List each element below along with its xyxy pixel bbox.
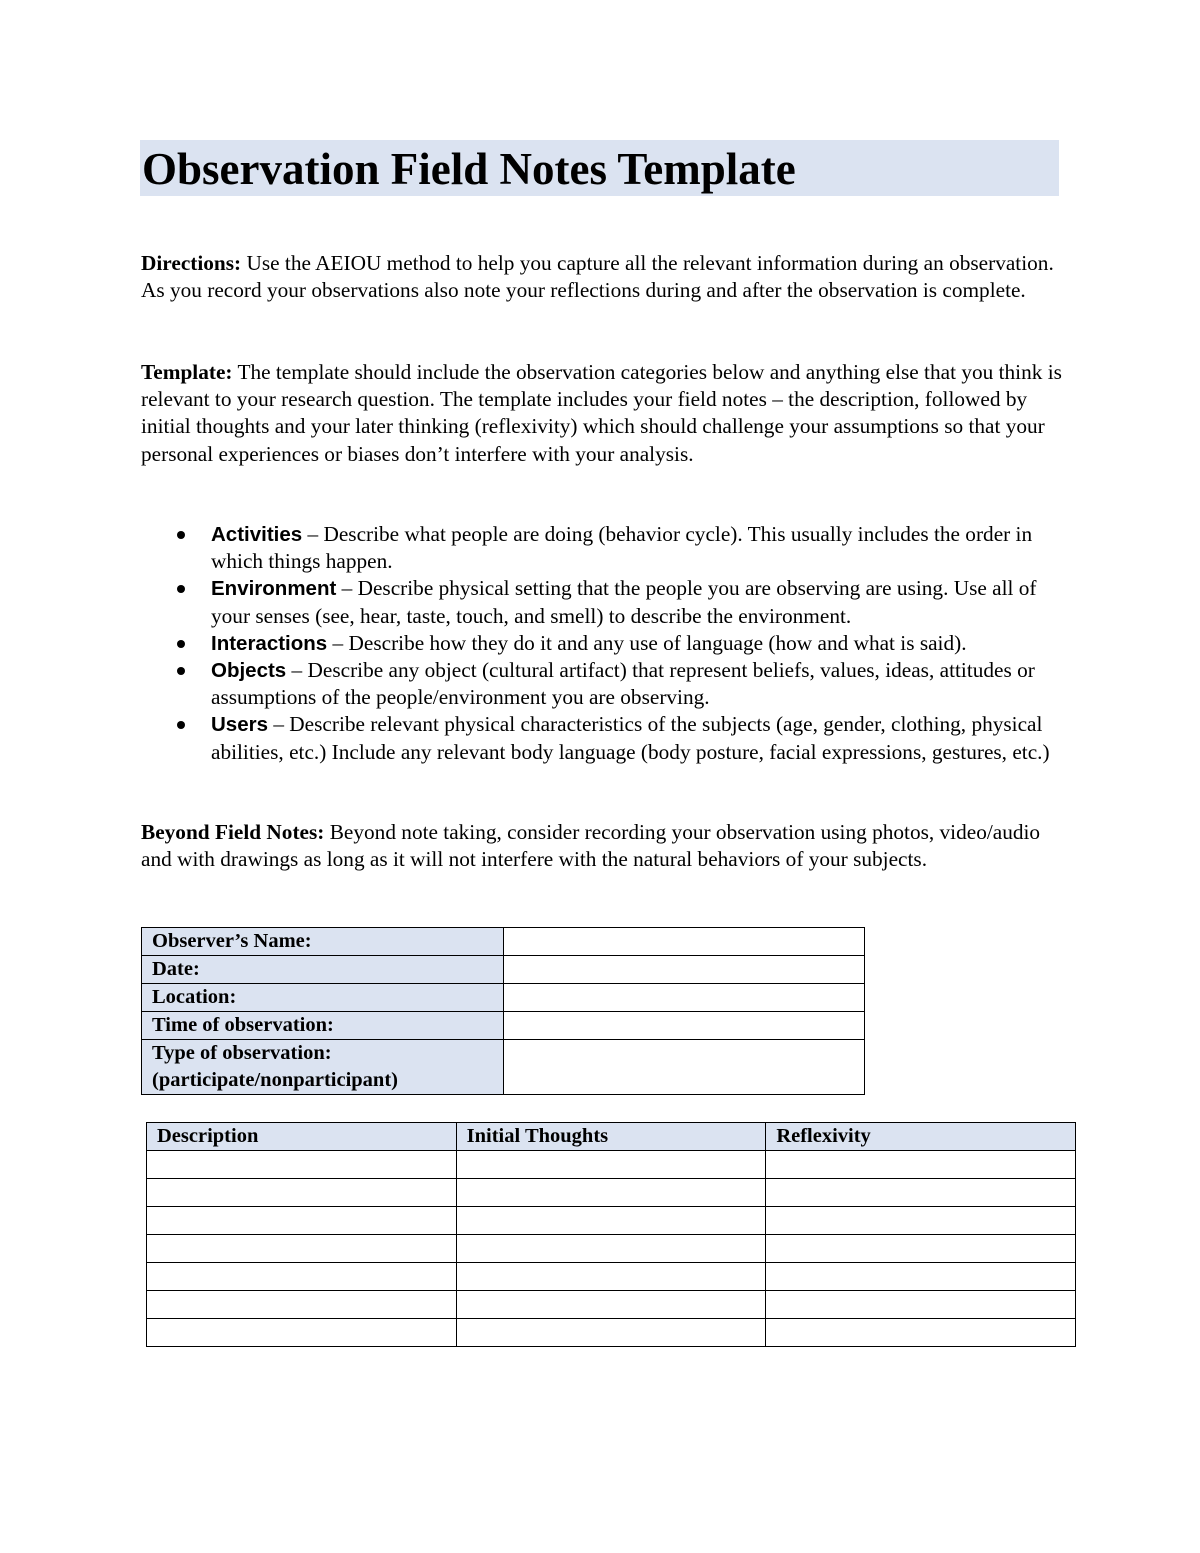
list-item-environment bbox=[141, 575, 1071, 629]
bullet-icon bbox=[177, 531, 185, 539]
reflexivity-cell[interactable] bbox=[766, 1179, 1076, 1207]
beyond-paragraph bbox=[141, 819, 1066, 873]
bullet-icon bbox=[177, 667, 185, 675]
directions-paragraph bbox=[141, 250, 1066, 304]
reflexivity-cell[interactable] bbox=[766, 1151, 1076, 1179]
reflexivity-cell[interactable] bbox=[766, 1263, 1076, 1291]
type-of-observation-line2: (participate/nonparticipant) bbox=[152, 1069, 398, 1091]
list-item-desc: – Describe what people are doing (behavior cycle). This usually includes the order in which things happen. bbox=[211, 522, 1033, 574]
type-of-observation-line1: Type of observation: bbox=[152, 1042, 332, 1064]
list-item-term: Interactions bbox=[211, 631, 328, 655]
initial-thoughts-cell[interactable] bbox=[456, 1235, 766, 1263]
bullet-icon bbox=[177, 640, 185, 648]
description-cell[interactable] bbox=[147, 1151, 457, 1179]
directions-text: Use the AEIOU method to help you capture all the relevant information during an observation. As you record your observations also note your reflections during and after the observation is complete. bbox=[141, 251, 1054, 303]
table-row bbox=[147, 1207, 1076, 1235]
table-row bbox=[142, 984, 865, 1012]
template-text: The template should include the observation categories below and anything else that you think is relevant to your research question. The template includes your field notes – the description, followed by initial thoughts and your later thinking (reflexivity) which should challenge your assumptions so that your personal experiences or biases don’t interfere with your analysis. bbox=[141, 360, 1062, 466]
table-row bbox=[142, 956, 865, 984]
beyond-text: Beyond note taking, consider recording your observation using photos, video/audio and with drawings as long as it will not interfere with the natural behaviors of your subjects. bbox=[141, 820, 1041, 872]
table-row bbox=[142, 1040, 865, 1095]
observer-name-label: Observer’s Name: bbox=[142, 928, 504, 956]
template-label: Template: bbox=[141, 360, 233, 384]
initial-thoughts-cell[interactable] bbox=[456, 1319, 766, 1347]
list-item-term: Objects bbox=[211, 659, 287, 683]
column-header-description: Description bbox=[147, 1123, 457, 1151]
observation-info-table bbox=[141, 927, 865, 1095]
aeiou-list bbox=[141, 521, 1071, 766]
template-paragraph bbox=[141, 359, 1066, 468]
description-cell[interactable] bbox=[147, 1263, 457, 1291]
description-cell[interactable] bbox=[147, 1207, 457, 1235]
reflexivity-cell[interactable] bbox=[766, 1235, 1076, 1263]
list-item-term: Environment bbox=[211, 577, 337, 601]
initial-thoughts-cell[interactable] bbox=[456, 1207, 766, 1235]
field-notes-table bbox=[146, 1122, 1076, 1347]
location-field[interactable] bbox=[504, 984, 865, 1012]
page-title: Observation Field Notes Template bbox=[142, 144, 796, 194]
observer-name-field[interactable] bbox=[504, 928, 865, 956]
list-item-desc: – Describe how they do it and any use of language (how and what is said). bbox=[327, 630, 967, 655]
initial-thoughts-cell[interactable] bbox=[456, 1291, 766, 1319]
location-label: Location: bbox=[142, 984, 504, 1012]
list-item-desc: – Describe physical setting that the people you are observing are using. Use all of your senses (see, hear, taste, touch, and smell) to describe the environment. bbox=[211, 576, 1037, 628]
type-of-observation-field[interactable] bbox=[504, 1040, 865, 1095]
list-item-desc: – Describe any object (cultural artifact) that represent beliefs, values, ideas, attitudes or assumptions of the people/environment you are observing. bbox=[211, 658, 1035, 710]
reflexivity-cell[interactable] bbox=[766, 1319, 1076, 1347]
list-item-activities bbox=[141, 521, 1071, 575]
type-of-observation-label bbox=[142, 1040, 504, 1095]
table-row bbox=[142, 1012, 865, 1040]
table-row bbox=[147, 1235, 1076, 1263]
description-cell[interactable] bbox=[147, 1319, 457, 1347]
date-label: Date: bbox=[142, 956, 504, 984]
table-row bbox=[142, 928, 865, 956]
list-item-term: Users bbox=[211, 713, 268, 737]
initial-thoughts-cell[interactable] bbox=[456, 1151, 766, 1179]
reflexivity-cell[interactable] bbox=[766, 1207, 1076, 1235]
initial-thoughts-cell[interactable] bbox=[456, 1179, 766, 1207]
list-item-desc: – Describe relevant physical characteristics of the subjects (age, gender, clothing, physical abilities, etc.) Include any relevant body language (body posture, facial expressions, gestures, etc.) bbox=[211, 712, 1050, 764]
initial-thoughts-cell[interactable] bbox=[456, 1263, 766, 1291]
list-item-term: Activities bbox=[211, 523, 303, 546]
column-header-reflexivity: Reflexivity bbox=[766, 1123, 1076, 1151]
beyond-label: Beyond Field Notes: bbox=[141, 820, 325, 844]
table-row bbox=[147, 1263, 1076, 1291]
bullet-icon bbox=[177, 585, 185, 593]
reflexivity-cell[interactable] bbox=[766, 1291, 1076, 1319]
time-of-observation-field[interactable] bbox=[504, 1012, 865, 1040]
column-header-initial-thoughts: Initial Thoughts bbox=[456, 1123, 766, 1151]
table-row bbox=[147, 1291, 1076, 1319]
table-row bbox=[147, 1319, 1076, 1347]
table-row bbox=[147, 1151, 1076, 1179]
list-item-users bbox=[141, 711, 1071, 765]
time-of-observation-label: Time of observation: bbox=[142, 1012, 504, 1040]
date-field[interactable] bbox=[504, 956, 865, 984]
table-row bbox=[147, 1179, 1076, 1207]
table-header-row bbox=[147, 1123, 1076, 1151]
description-cell[interactable] bbox=[147, 1235, 457, 1263]
bullet-icon bbox=[177, 721, 185, 729]
description-cell[interactable] bbox=[147, 1291, 457, 1319]
list-item-objects bbox=[141, 657, 1071, 711]
directions-label: Directions: bbox=[141, 251, 242, 275]
description-cell[interactable] bbox=[147, 1179, 457, 1207]
list-item-interactions bbox=[141, 630, 1071, 657]
